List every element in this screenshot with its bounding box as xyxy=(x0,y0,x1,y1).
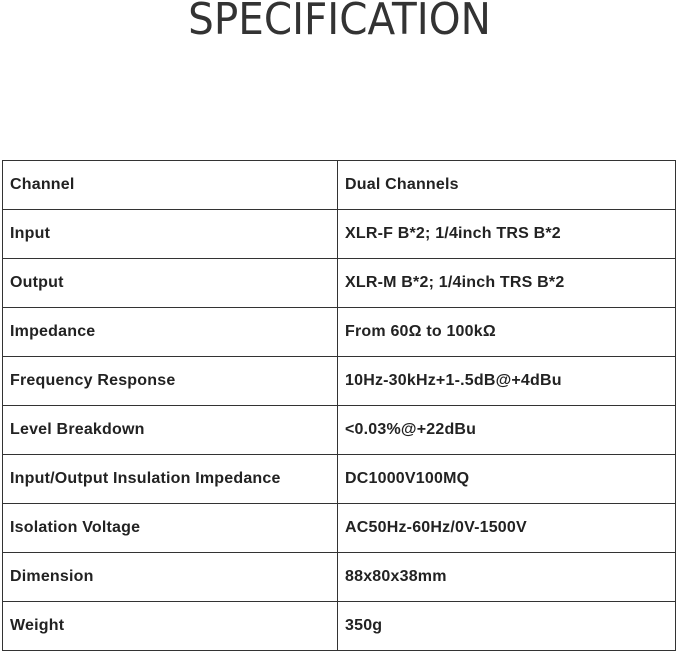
spec-label: Impedance xyxy=(3,308,338,357)
table-row xyxy=(3,553,676,602)
page-title: SPECIFICATION xyxy=(188,0,491,45)
spec-label: Frequency Response xyxy=(3,357,338,406)
spec-label: Weight xyxy=(3,602,338,651)
table-row xyxy=(3,161,676,210)
spec-value: 10Hz-30kHz+1-.5dB@+4dBu xyxy=(338,357,676,406)
spec-label: Isolation Voltage xyxy=(3,504,338,553)
spec-value: DC1000V100MQ xyxy=(338,455,676,504)
spec-label: Channel xyxy=(3,161,338,210)
spec-value: From 60Ω to 100kΩ xyxy=(338,308,676,357)
specification-table xyxy=(2,160,676,651)
table-row xyxy=(3,210,676,259)
table-row xyxy=(3,602,676,651)
spec-value: 350g xyxy=(338,602,676,651)
table-row xyxy=(3,357,676,406)
spec-value: XLR-F B*2; 1/4inch TRS B*2 xyxy=(338,210,676,259)
spec-value: Dual Channels xyxy=(338,161,676,210)
spec-label: Input/Output Insulation Impedance xyxy=(3,455,338,504)
table-row xyxy=(3,455,676,504)
spec-value: AC50Hz-60Hz/0V-1500V xyxy=(338,504,676,553)
spec-label: Output xyxy=(3,259,338,308)
table-row xyxy=(3,308,676,357)
spec-label: Level Breakdown xyxy=(3,406,338,455)
table-row xyxy=(3,259,676,308)
spec-value: 88x80x38mm xyxy=(338,553,676,602)
spec-label: Dimension xyxy=(3,553,338,602)
spec-value: <0.03%@+22dBu xyxy=(338,406,676,455)
spec-label: Input xyxy=(3,210,338,259)
table-row xyxy=(3,504,676,553)
spec-value: XLR-M B*2; 1/4inch TRS B*2 xyxy=(338,259,676,308)
table-row xyxy=(3,406,676,455)
